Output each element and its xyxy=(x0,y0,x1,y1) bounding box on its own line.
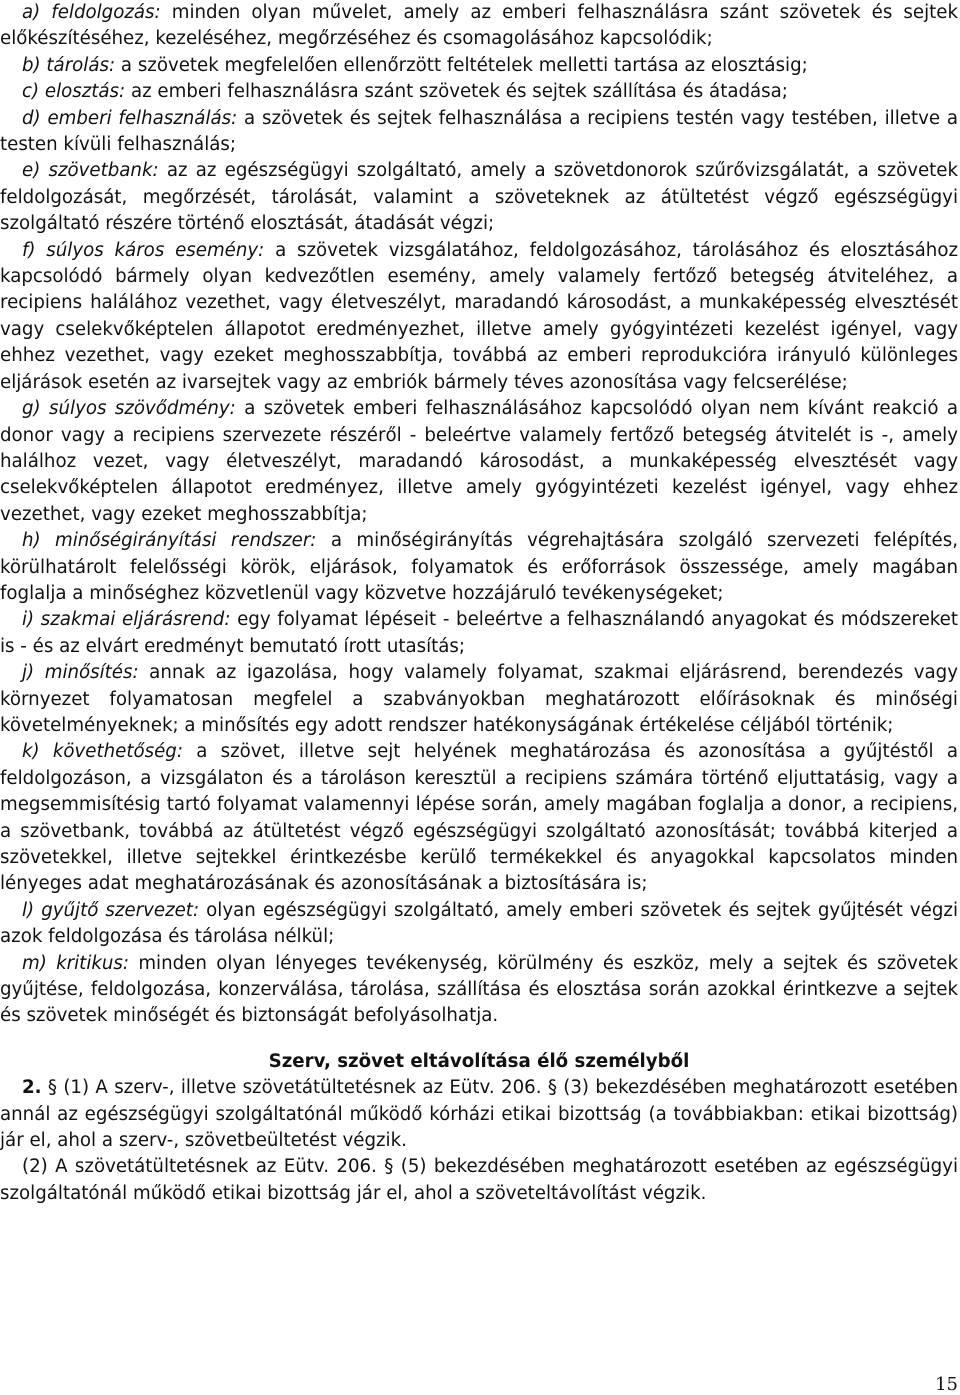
definition-term: i) szakmai eljárásrend: xyxy=(22,609,231,631)
definition-text: a szövetek vizsgálatához, feldolgozásához, tárolásához és elosztásához kapcsolódó bármely olyan kedvezőtlen esemény, amely valamely fertőző betegség átviteléhez, a recipiens halálához vezethet, vagy életveszélyt, maradandó károsodást, a munkaképesség elvesztését vagy cselekvőképtelen állapotot eredményezhet, illetve amely gyógyintézeti kezelést igényel, vagy ehhez vezethet, vagy ezeket meghosszabbítja, továbbá az emberi reprodukcióra irányuló különleges eljárások esetén az ivarsejtek vagy az embriók bármely téves azonosítása vagy felcserélése; xyxy=(0,239,958,393)
definition-term: a) feldolgozás: xyxy=(22,2,161,23)
section-paragraph-2 xyxy=(0,1154,958,1207)
definition-sulyos-szovodmeny xyxy=(0,396,958,528)
definition-text: minden olyan lényeges tevékenység, körülmény és eszköz, mely a sejtek és szövetek gyűjtése, feldolgozása, konzerválása, tárolása, szállítása és elosztása során azokkal érintkezve a sejtek és szövetek minőségét és biztonságát befolyásolhatja. xyxy=(0,952,958,1027)
definition-kritikus xyxy=(0,951,958,1030)
page-number: 15 xyxy=(935,1374,958,1395)
definition-sulyos-karos-esemeny xyxy=(0,238,958,396)
definition-szovetbank xyxy=(0,158,958,237)
definition-feldolgozas xyxy=(0,0,958,53)
definition-text: a szövetek megfelelően ellenőrzött feltételek melletti tartása az elosztásig; xyxy=(115,54,808,76)
definition-term: c) elosztás: xyxy=(22,81,126,103)
definition-text: minden olyan művelet, amely az emberi felhasználásra szánt szövetek és sejtek előkészítéséhez, kezeléséhez, megőrzéséhez és csomagolásához kapcsolódik; xyxy=(0,2,958,50)
definition-term: f) súlyos káros esemény: xyxy=(22,239,265,261)
definition-term: m) kritikus: xyxy=(22,952,130,974)
definition-minosites xyxy=(0,660,958,739)
definition-emberi-felhasznalas xyxy=(0,106,958,159)
definition-term: l) gyűjtő szervezet: xyxy=(22,899,200,921)
definition-tarolas xyxy=(0,53,958,79)
definition-gyujto-szervezet xyxy=(0,898,958,951)
definition-kovethetoseg xyxy=(0,739,958,897)
definition-text: olyan egészségügyi szolgáltató, amely emberi szövetek és sejtek gyűjtését végzi azok feldolgozása és tárolása nélkül; xyxy=(0,899,958,948)
definition-elosztas xyxy=(0,79,958,105)
definition-term: j) minősítés: xyxy=(22,662,139,684)
definition-text: az emberi felhasználásra szánt szövetek és sejtek szállítása és átadása; xyxy=(125,81,788,103)
section-number: 2. xyxy=(22,1077,42,1099)
definition-term: d) emberi felhasználás: xyxy=(22,107,238,129)
definition-szakmai-eljarasrend xyxy=(0,607,958,660)
section-paragraph-1-text: § (1) A szerv-, illetve szövetátültetésnek az Eütv. 206. § (3) bekezdésében meghatározott esetében annál az egészségügyi szolgáltatónál működő kórházi etikai bizottság (a továbbiakban: etikai bizottság) jár el, ahol a szerv-, szövetbeültetést végzik. xyxy=(0,1077,958,1152)
definition-term: h) minőségirányítási rendszer: xyxy=(22,530,317,552)
definition-term: g) súlyos szövődmény: xyxy=(22,398,236,420)
definition-text: az az egészségügyi szolgáltató, amely a szövetdonorok szűrővizsgálatát, a szövetek feldolgozását, megőrzését, tárolását, valamint a szöveteknek az átültetést végző egészségügyi szolgáltató részére történő elosztását, átadását végzi; xyxy=(0,160,958,235)
definition-text: a szövet, illetve sejt helyének meghatározása és azonosítása a gyűjtéstől a feldolgozáson, a vizsgálaton és a tároláson keresztül a recipiens számára történő eljuttatásig, vagy a megsemmisítésig tartó folyamat valamennyi lépése során, amely magában foglalja a donor, a recipiens, a szövetbank, továbbá az átültetést végző egészségügyi szolgáltató azonosítását; továbbá kiterjed a szövetekkel, illetve sejtekkel érintkezésbe kerülő termékekkel és anyagokkal kapcsolatos minden lényeges adat meghatározásának és azonosításának a biztosítására is; xyxy=(0,741,959,895)
section-paragraph-1 xyxy=(0,1075,958,1154)
definition-term: k) követhetőség: xyxy=(22,741,183,763)
definition-text: egy folyamat lépéseit - beleértve a felhasználandó anyagokat és módszereket is - és az elvárt eredményt bemutató írott utasítás; xyxy=(0,609,958,657)
definition-term: b) tárolás: xyxy=(22,54,116,76)
section-paragraph-2-text: (2) A szövetátültetésnek az Eütv. 206. § (5) bekezdésében meghatározott esetében az egészségügyi szolgáltatónál működő etikai bizottság jár el, ahol a szöveteltávolítást végzik. xyxy=(0,1156,958,1204)
definition-text: a szövetek emberi felhasználásához kapcsolódó olyan nem kívánt reakció a donor vagy a recipiens szervezete részéről - beleértve valamely fertőző betegség átvitelét is -, amely halálhoz vezet, vagy életveszélyt, maradandó károsodást, a munkaképesség elvesztését vagy cselekvőképtelen állapotot eredményez, illetve amely gyógyintézeti kezelést igényel, vagy ehhez vezethet, vagy ezeket meghosszabbítja; xyxy=(0,398,958,525)
definition-term: e) szövetbank: xyxy=(22,160,159,182)
section-heading: Szerv, szövet eltávolítása élő személyből xyxy=(268,1050,690,1072)
definition-text: a szövetek és sejtek felhasználása a recipiens testén vagy testében, illetve a testen kívüli felhasználás; xyxy=(0,107,958,156)
definition-text: a minőségirányítás végrehajtására szolgáló szervezeti felépítés, körülhatárolt felelősségi körök, eljárások, folyamatok és erőforrások összessége, amely magában foglalja a minőséghez közvetlenül vagy közvetve hozzájáruló tevékenységeket; xyxy=(0,530,959,604)
definition-text: annak az igazolása, hogy valamely folyamat, szakmai eljárásrend, berendezés vagy környezet folyamatosan megfelel a szabványokban meghatározott előírásoknak és minőségi követelményeknek; a minősítés egy adott rendszer hatékonyságának értékelése céljából történik; xyxy=(0,662,958,736)
definition-minosegiranyitasi-rendszer xyxy=(0,528,958,607)
